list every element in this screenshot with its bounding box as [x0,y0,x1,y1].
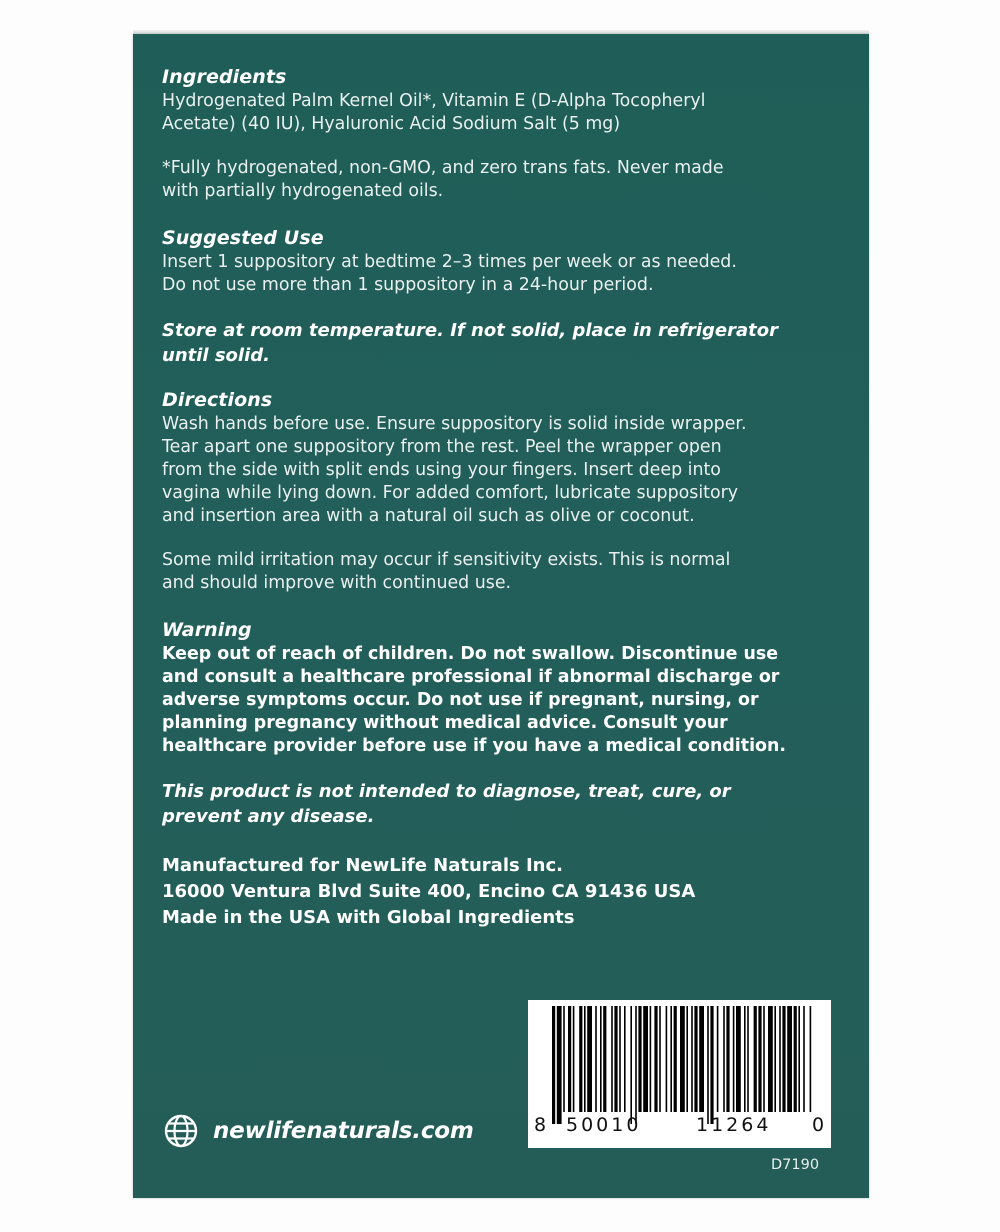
barcode-bar [774,1006,776,1112]
barcode-bar [744,1006,746,1112]
warning-line: and consult a healthcare professional if abnormal discharge or [162,667,780,687]
directions-line: vagina while lying down. For added comfort, lubricate suppository [162,483,739,503]
barcode-bar [726,1006,729,1112]
website-url[interactable]: newlifenaturals.com [213,1118,474,1144]
barcode-bar [733,1006,735,1112]
barcode-group-left: 50010 [566,1114,642,1136]
barcode-bar [552,1006,555,1124]
upc-barcode [528,1000,831,1148]
directions-line: from the side with split ends using your fingers. Insert deep into [162,460,721,480]
barcode-bar [686,1006,688,1112]
barcode-bar [717,1006,719,1112]
barcode-bar [674,1006,677,1112]
directions-line: Tear apart one suppository from the rest. Peel the wrapper open [162,437,722,457]
barcode-bar [666,1006,668,1112]
barcode-bar [798,1006,800,1112]
barcode-bar [754,1006,757,1112]
barcode-bar [723,1006,725,1112]
product-code: D7190 [771,1157,820,1173]
barcode-bar [707,1006,709,1124]
directions-heading: Directions [162,389,273,411]
barcode-bar [635,1006,637,1124]
barcode-bar [619,1006,621,1112]
storage-line: until solid. [162,345,270,366]
manufacturer-name: Manufactured for NewLife Naturals Inc. [162,855,564,876]
ingredients-line: Acetate) (40 IU), Hyaluronic Acid Sodium Salt (5 mg) [162,114,621,134]
barcode-bar [659,1006,661,1112]
barcode-bar [579,1006,582,1112]
suggested-use-line: Insert 1 suppository at bedtime 2–3 times per week or as needed. [162,252,737,272]
website-link[interactable] [163,1113,474,1149]
barcode-bar [557,1006,562,1124]
warning-line: planning pregnancy without medical advice. Consult your [162,713,728,733]
barcode-bar [736,1006,741,1112]
barcode-bar [638,1006,641,1112]
ingredients-note: with partially hydrogenated oils. [162,181,444,201]
storage-line: Store at room temperature. If not solid, place in refrigerator [162,320,779,341]
barcode-bar [699,1006,704,1112]
barcode-bar [691,1006,693,1112]
barcode-bar [803,1006,805,1112]
barcode-bar [563,1006,565,1112]
barcode-bar [614,1006,617,1112]
barcode-bar [680,1006,685,1112]
warning-line: healthcare provider before use if you have a medical condition. [162,736,786,756]
barcode-bar [779,1006,781,1112]
manufacturer-origin: Made in the USA with Global Ingredients [162,907,575,928]
disclaimer-line: prevent any disease. [162,806,375,827]
barcode-bar [568,1006,571,1112]
barcode-bar [794,1006,797,1112]
barcode-bar [810,1006,812,1112]
barcode-bar [758,1006,761,1112]
ingredients-line: Hydrogenated Palm Kernel Oil*, Vitamin E (D-Alpha Tocopheryl [162,91,706,111]
directions-note: and should improve with continued use. [162,573,512,593]
directions-line: and insertion area with a natural oil such as olive or coconut. [162,506,695,526]
barcode-bar [624,1006,626,1112]
suggested-use-heading: Suggested Use [162,227,324,249]
barcode-bar [787,1006,792,1112]
barcode-digit-right: 0 [812,1114,828,1136]
warning-line: adverse symptoms occur. Do not use if pregnant, nursing, or [162,690,759,710]
barcode-bar [630,1006,632,1124]
barcode-bar [694,1006,697,1112]
warning-line: Keep out of reach of children. Do not swallow. Discontinue use [162,644,778,664]
barcode-bar [587,1006,592,1112]
barcode-bar [573,1006,575,1112]
ingredients-note: *Fully hydrogenated, non-GMO, and zero trans fats. Never made [162,158,724,178]
disclaimer-line: This product is not intended to diagnose, treat, cure, or [162,781,731,802]
globe-icon [163,1113,199,1149]
directions-line: Wash hands before use. Ensure suppository is solid inside wrapper. [162,414,747,434]
barcode-bar [643,1006,648,1112]
warning-heading: Warning [162,619,252,641]
barcode-bar [763,1006,765,1112]
barcode-group-right: 11264 [696,1114,772,1136]
barcode-bar [710,1006,713,1124]
barcode-bar [595,1006,597,1112]
barcode-number [528,1114,831,1144]
label-content [162,66,852,931]
directions-note: Some mild irritation may occur if sensitivity exists. This is normal [162,550,731,570]
suggested-use-line: Do not use more than 1 suppository in a 24-hour period. [162,275,654,295]
barcode-bar [600,1006,602,1112]
barcode-bar [650,1006,652,1112]
manufacturer-address: 16000 Ventura Blvd Suite 400, Encino CA 91436 USA [162,881,696,902]
barcode-bar [654,1006,657,1112]
barcode-bar [782,1006,785,1112]
ingredients-heading: Ingredients [162,66,287,88]
barcode-bar [670,1006,672,1112]
barcode-bar [603,1006,606,1112]
barcode-bar [768,1006,773,1112]
barcode-bar [747,1006,749,1112]
barcode-bar [611,1006,613,1112]
barcode-digit-left: 8 [534,1114,550,1136]
barcode-bar [584,1006,586,1112]
